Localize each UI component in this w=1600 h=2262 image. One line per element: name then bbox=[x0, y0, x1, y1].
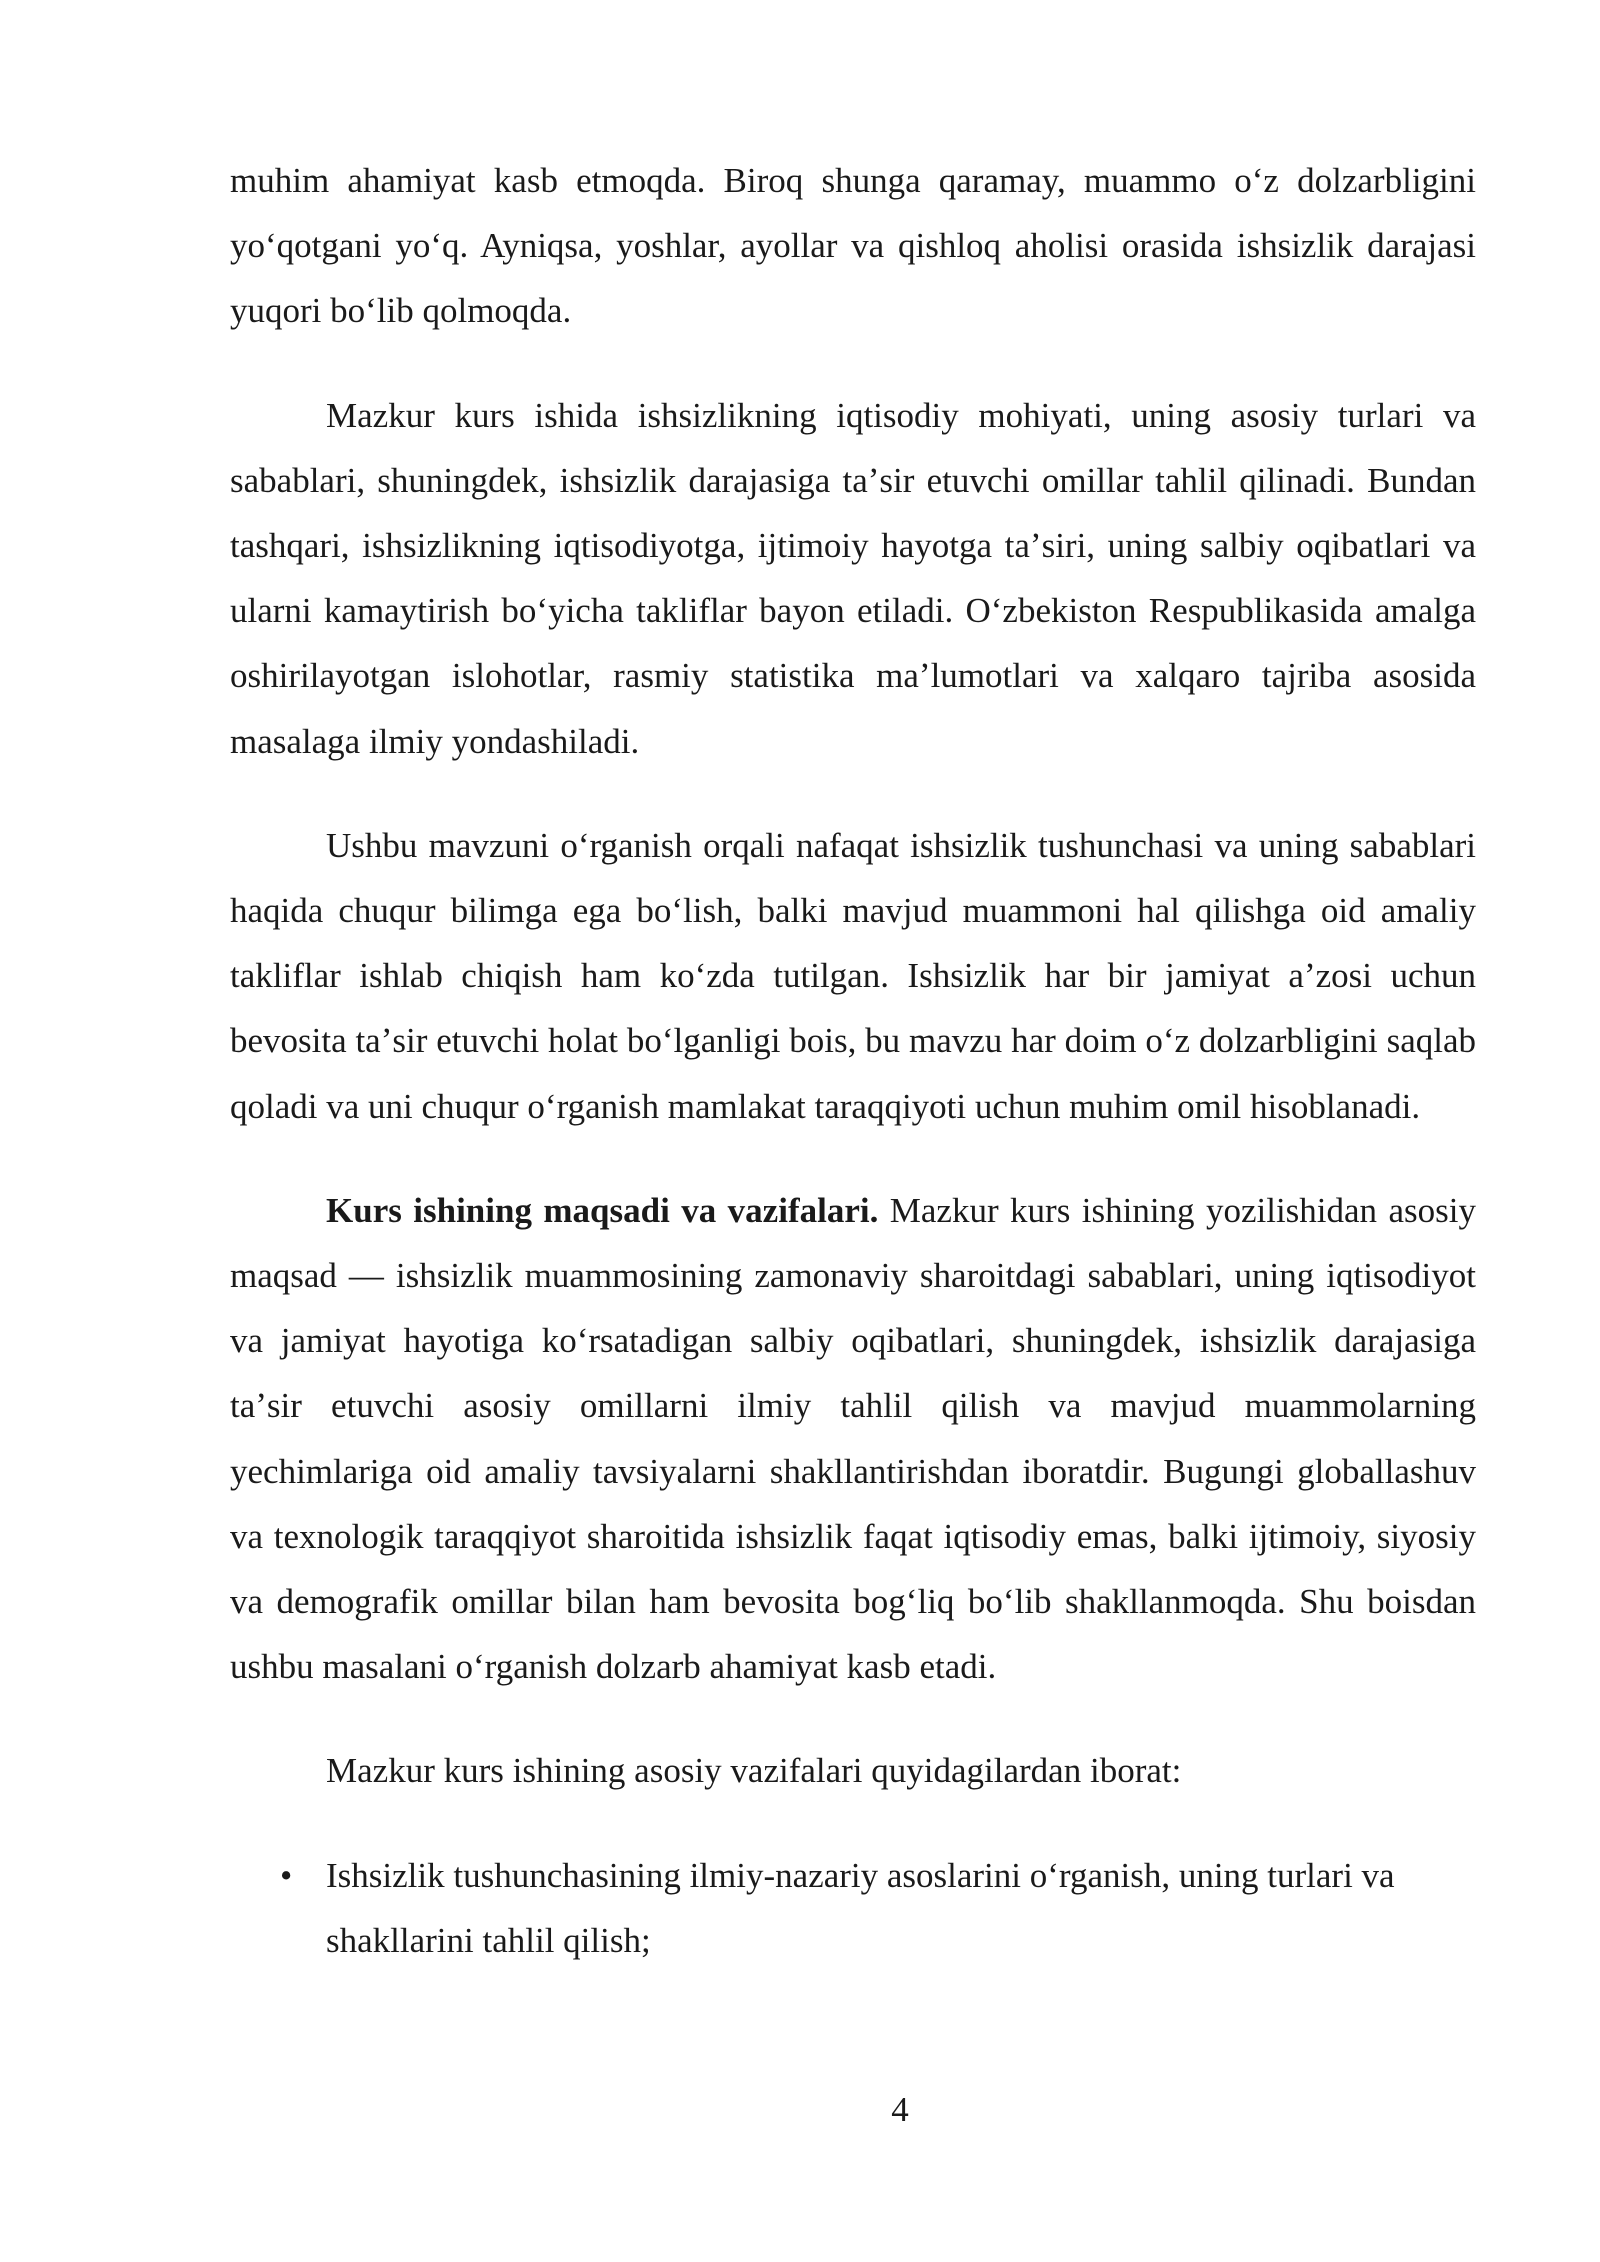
tasks-list bbox=[230, 1843, 1476, 1973]
paragraph-topic-study bbox=[230, 813, 1476, 1139]
page-number: 4 bbox=[891, 2090, 909, 2129]
document-page bbox=[230, 148, 1476, 1973]
paragraph-text: muhim ahamiyat kasb etmoqda. Biroq shunga qaramay, muammo oʻz dolzarbligini yoʻqotgani yoʻq. Ayniqsa, yoshlar, ayollar va qishloq aholisi orasida ishsizlik darajasi yuqori boʻlib qolmoqda. bbox=[230, 161, 1476, 331]
paragraph-continuation bbox=[230, 148, 1476, 344]
paragraph-text: Mazkur kurs ishining asosiy vazifalari quyidagilardan iborat: bbox=[326, 1751, 1182, 1791]
paragraph-course-overview bbox=[230, 383, 1476, 774]
paragraph-text: Mazkur kurs ishining yozilishidan asosiy maqsad — ishsizlik muammosining zamonaviy sharoitdagi sabablari, uning iqtisodiyot va jamiyat hayotiga koʻrsatadigan salbiy oqibatlari, shuningdek, ishsizlik darajasiga taʼsir etuvchi asosiy omillarni ilmiy tahlil qilish va mavjud muammolarning yechimlariga oid amaliy tavsiyalarni shakllantirishdan iboratdir. Bugungi globallashuv va texnologik taraqqiyot sharoitida ishsizlik faqat iqtisodiy emas, balki ijtimoiy, siyosiy va demografik omillar bilan ham bevosita bogʻliq boʻlib shakllanmoqda. Shu boisdan ushbu masalani oʻrganish dolzarb ahamiyat kasb etadi. bbox=[230, 1190, 1476, 1687]
bullet-icon: • bbox=[280, 1855, 293, 1895]
section-heading-inline: Kurs ishining maqsadi va vazifalari. bbox=[326, 1190, 879, 1230]
list-item bbox=[230, 1843, 1476, 1973]
list-item-text: Ishsizlik tushunchasining ilmiy-nazariy asoslarini oʻrganish, uning turlari va shakllarini tahlil qilish; bbox=[326, 1855, 1395, 1960]
paragraph-text: Mazkur kurs ishida ishsizlikning iqtisodiy mohiyati, uning asosiy turlari va sabablari, shuningdek, ishsizlik darajasiga taʼsir etuvchi omillar tahlil qilinadi. Bundan tashqari, ishsizlikning iqtisodiyotga, ijtimoiy hayotga taʼsiri, uning salbiy oqibatlari va ularni kamaytirish boʻyicha takliflar bayon etiladi. Oʻzbekiston Respublikasida amalga oshirilayotgan islohotlar, rasmiy statistika maʼlumotlari va xalqaro tajriba asosida masalaga ilmiy yondashiladi. bbox=[230, 395, 1476, 761]
paragraph-text: Ushbu mavzuni oʻrganish orqali nafaqat ishsizlik tushunchasi va uning sabablari haqida chuqur bilimga ega boʻlish, balki mavjud muammoni hal qilishga oid amaliy takliflar ishlab chiqish ham koʻzda tutilgan. Ishsizlik har bir jamiyat aʼzosi uchun bevosita taʼsir etuvchi holat boʻlganligi bois, bu mavzu har doim oʻz dolzarbligini saqlab qoladi va uni chuqur oʻrganish mamlakat taraqqiyoti uchun muhim omil hisoblanadi. bbox=[230, 825, 1476, 1126]
paragraph-goals bbox=[230, 1178, 1476, 1700]
paragraph-tasks-intro bbox=[230, 1738, 1476, 1803]
